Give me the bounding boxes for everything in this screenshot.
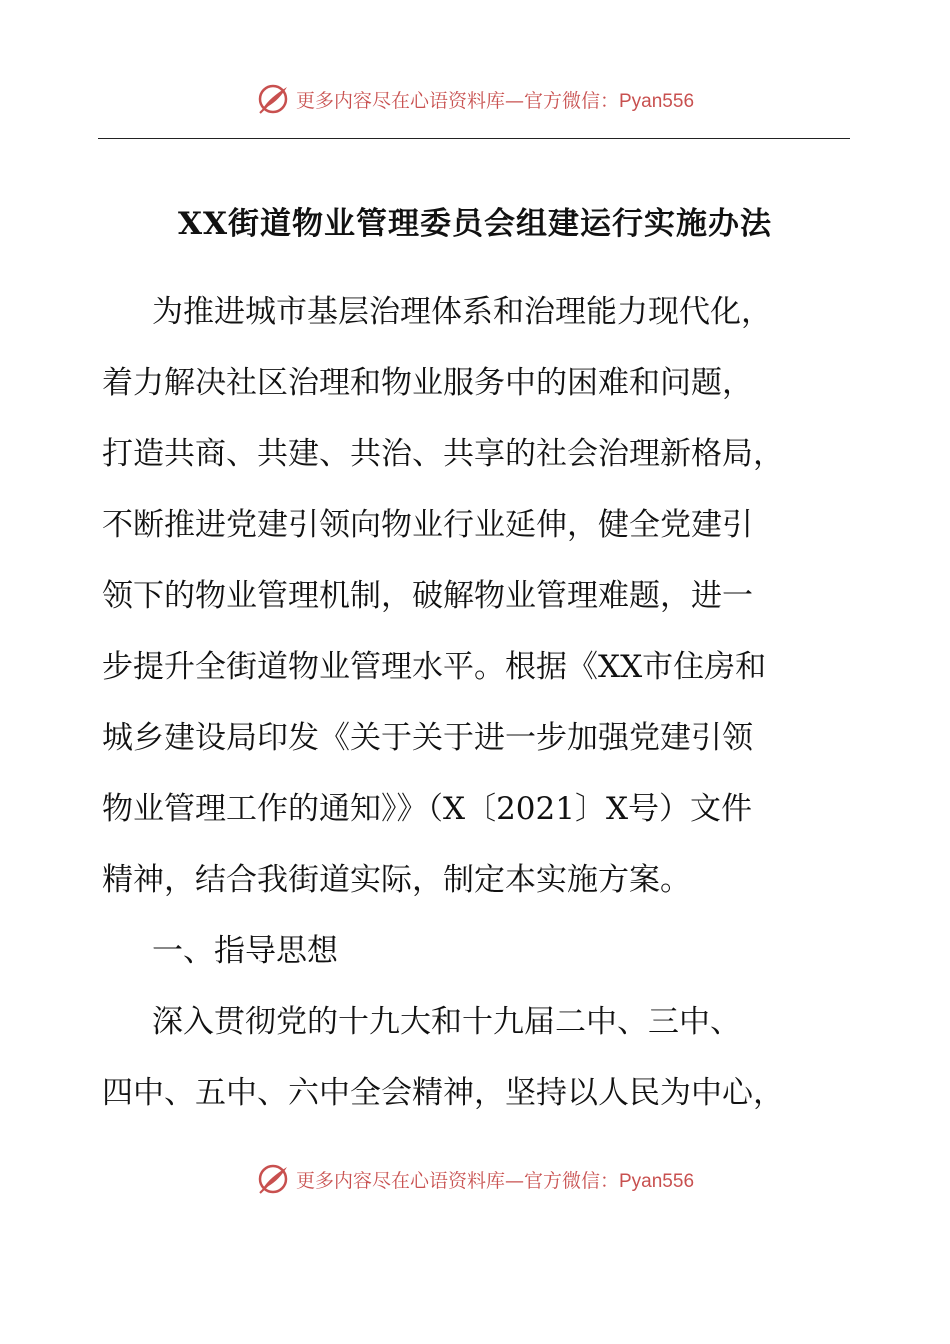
header-divider (98, 138, 850, 139)
header-banner (0, 82, 950, 116)
paragraph-line: 着力解决社区治理和物业服务中的困难和问题， (102, 365, 753, 401)
paragraph-line: 步提升全街道物业管理水平。根据《XX市住房和 (102, 649, 767, 685)
wechat-id: Pyan556 (619, 90, 695, 112)
section-heading: 一、指导思想 (152, 933, 338, 969)
footer-banner (0, 1162, 950, 1196)
paragraph-line: 精神，结合我街道实际，制定本实施方案。 (102, 862, 691, 898)
paragraph-line: 四中、五中、六中全会精神，坚持以人民为中心， (102, 1075, 784, 1111)
paragraph-line: 不断推进党建引领向物业行业延伸，健全党建引 (102, 507, 753, 543)
document-title: XX街道物业管理委员会组建运行实施办法 (177, 206, 773, 242)
paragraph-line: 物业管理工作的通知》》（X〔2021〕X号）文件 (102, 791, 753, 827)
paragraph-line: 为推进城市基层治理体系和治理能力现代化， (152, 294, 772, 330)
banner-text: 更多内容尽在心语资料库—官方微信： (295, 89, 619, 112)
wechat-id: Pyan556 (619, 1170, 695, 1192)
paragraph-line: 城乡建设局印发《关于关于进一步加强党建引领 (102, 720, 753, 756)
banner-text: 更多内容尽在心语资料库—官方微信： (295, 1169, 619, 1192)
quill-logo-icon (256, 82, 290, 116)
paragraph-line: 深入贯彻党的十九大和十九届二中、三中、 (152, 1004, 741, 1040)
quill-logo-icon (256, 1162, 290, 1196)
paragraph-line: 领下的物业管理机制，破解物业管理难题，进一 (102, 578, 753, 614)
paragraph-line: 打造共商、共建、共治、共享的社会治理新格局， (102, 436, 784, 472)
